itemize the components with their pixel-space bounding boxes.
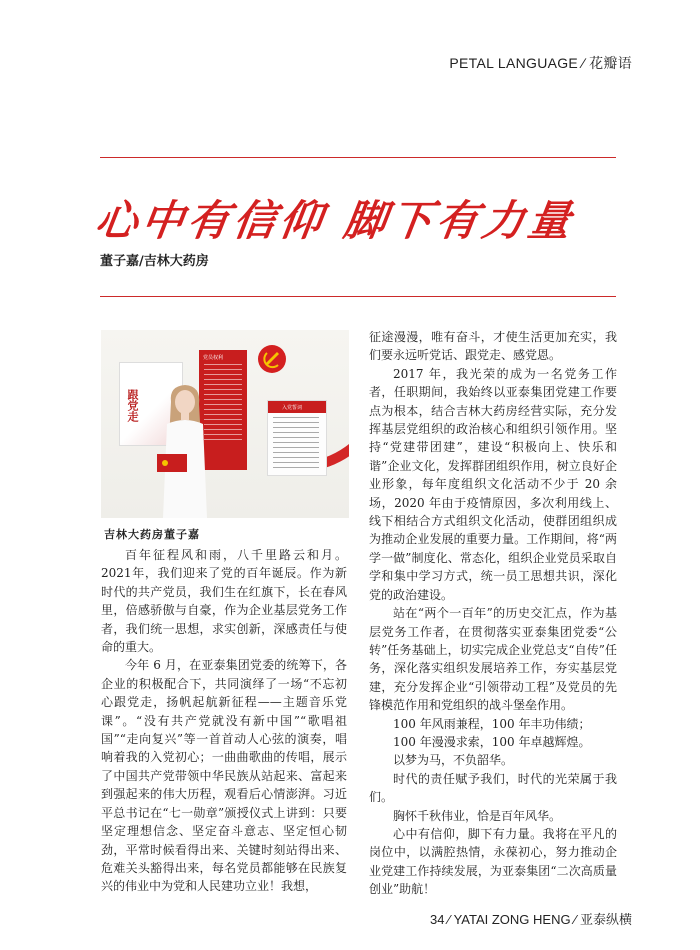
article-photo bbox=[101, 330, 349, 518]
section-tag: PETAL LANGUAGE ∕ 花瓣语 bbox=[449, 55, 632, 71]
body-paragraph: 百年征程风和雨，八千里路云和月。2021年，我们迎来了党的百年诞辰。作为新时代的共产党员，我们生在红旗下，长在春风里，倍感骄傲与自豪，作为企业基层党务工作者，我们统一思想，求实创新，深感责任与使命的重大。 bbox=[101, 548, 347, 655]
byline-divider bbox=[100, 296, 616, 297]
photo-wall-text: 跟党走 bbox=[126, 389, 139, 422]
left-column bbox=[101, 546, 347, 896]
body-paragraph: 站在“两个一百年”的历史交汇点，作为基层党务工作者，在贯彻落实亚泰集团党委“公转”任务基础上，切实完成企业党总支“自传”任务，深化落实组织发展培养工作，夯实基层党建，充分发挥企业“引领带动工程”及党员的先锋模范作用和党组织的战斗堡垒作用。 bbox=[369, 606, 617, 713]
body-paragraph: 今年 6 月，在亚泰集团党委的统筹下，各企业的积极配合下，共同演绎了一场“不忘初心跟党走，扬帆起航新征程——主题音乐党课”。“没有共产党就没有新中国”“歌唱祖国”“走向复兴”等一首首动人心弦的演奏，唱响着我的入党初心；一曲曲歌曲的传唱，展示了中国共产党带领中华民族从站起来、富起来到强起来的伟大历程，观看后心情澎湃。习近平总书记在“七一勋章”颁授仪式上讲到：只要坚定理想信念、坚定奋斗意志、坚定恒心韧劲，平常时候看得出来、关键时刻站得出来、危难关头豁得出来，每名党员都能够在民族复兴的伟业中为党和人民建功立业！我想， bbox=[101, 658, 347, 894]
article-byline: 董子嘉/吉林大药房 bbox=[100, 254, 209, 269]
article-title: 心中有信仰 脚下有力量 bbox=[92, 196, 578, 245]
body-paragraph: 心中有信仰，脚下有力量。我将在平凡的岗位中，以满腔热情，永葆初心，努力推动企业党建工作持续发展，为亚泰集团“二次高质量创业”助航！ bbox=[369, 826, 617, 897]
right-column bbox=[369, 328, 617, 899]
page-footer: 34 ∕ YATAI ZONG HENG ∕ 亚泰纵横 bbox=[429, 912, 632, 927]
photo-caption: 吉林大药房董子嘉 bbox=[104, 528, 200, 541]
person-figure bbox=[155, 380, 215, 518]
poem-line: 100 年风雨兼程，100 年丰功伟绩； bbox=[393, 716, 591, 731]
top-divider bbox=[100, 157, 616, 158]
body-paragraph: 2017 年，我光荣的成为一名党务工作者，任职期间，我始终以亚泰集团党建工作要点为根本，结合吉林大药房经营实际，充分发挥基层党组织的政治核心和组织引领作用。坚持“党建带团建”，建设“积极向上、快乐和谐”企业文化，发挥群团组织作用，树立良好企业形象，每年度组织文化活动不少于 20 余场，2020 年由于疫情原因，多次利用线上、线下相结合方式组织文化活动，使群团组织成为推动企业发展的重要力量。工作期间，将“两学一做”制度化、常态化，组织企业党员采取自学和集中学习方式，统一员工思想共识，深化党的政治建设。 bbox=[369, 366, 617, 602]
body-paragraph-continued: 征途漫漫，唯有奋斗，才使生活更加充实，我们要永远听党话、跟党走、感党恩。 bbox=[369, 330, 617, 363]
poem-line: 以梦为马，不负韶华。 bbox=[393, 753, 514, 768]
photo-rights-label: 党员权利 bbox=[203, 355, 224, 361]
poem-line: 100 年漫漫求索，100 年卓越辉煌。 bbox=[393, 734, 591, 749]
photo-oath-label: 入党誓词 bbox=[282, 405, 303, 411]
photo-oath-panel bbox=[267, 400, 327, 476]
poem-line: 时代的责任赋予我们，时代的光荣属于我们。 bbox=[369, 771, 617, 805]
party-emblem-icon bbox=[257, 344, 287, 374]
poem-line: 胸怀千秋伟业，恰是百年风华。 bbox=[393, 808, 562, 823]
